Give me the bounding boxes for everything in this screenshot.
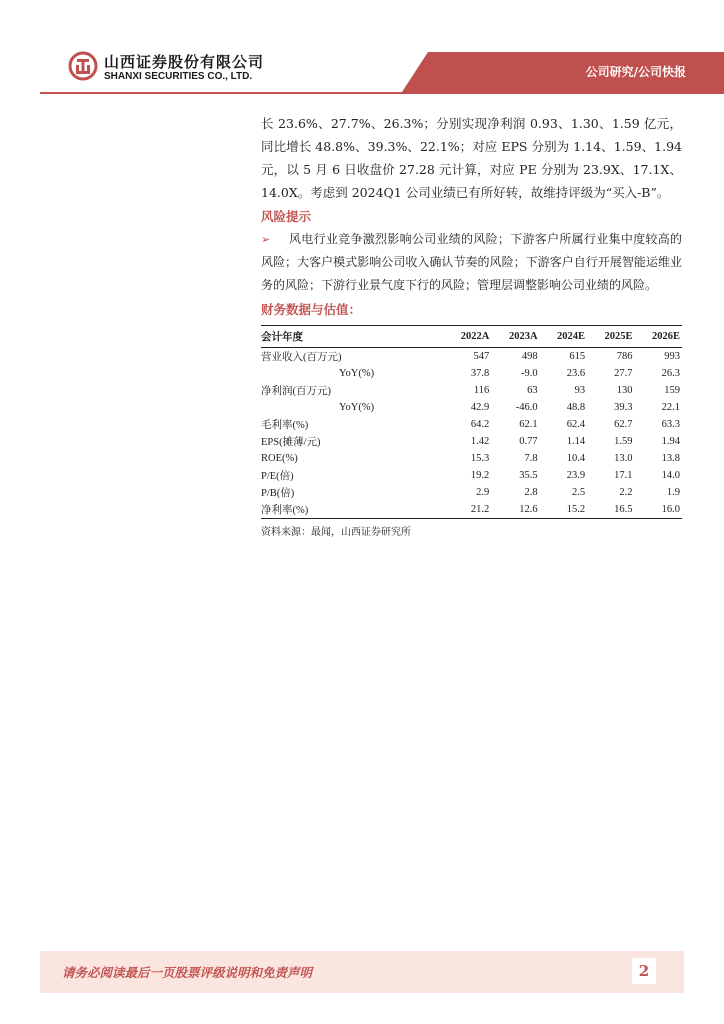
table-cell: 1.59	[614, 436, 633, 447]
bullet-arrow-icon: ➢	[261, 233, 271, 246]
table-cell: 130	[616, 385, 633, 396]
column-header: 会计年度	[261, 326, 443, 348]
table-cell: 63	[527, 385, 538, 396]
table-row	[261, 501, 682, 519]
column-header: 2022A	[443, 326, 491, 348]
table-cell: 1.42	[470, 436, 490, 447]
header-divider	[40, 92, 724, 94]
page-number: 2	[632, 958, 656, 984]
table-row	[261, 365, 682, 382]
table-cell: 64.2	[470, 419, 490, 430]
row-label: EPS(摊薄/元)	[261, 437, 321, 448]
row-label: P/E(倍)	[261, 471, 294, 482]
table-row	[261, 484, 682, 501]
table-cell: 2.2	[619, 487, 633, 498]
table-cell: 63.3	[661, 419, 680, 430]
table-cell: 62.1	[519, 419, 538, 430]
table-cell: 48.8	[566, 402, 586, 413]
finance-section-title: 财务数据与估值：	[261, 302, 362, 317]
row-label: ROE(%)	[261, 453, 298, 464]
table-row	[261, 348, 682, 366]
table-cell: 35.5	[519, 470, 538, 481]
table-cell: 547	[473, 351, 490, 362]
table-cell: 15.3	[470, 453, 490, 464]
table-row	[261, 416, 682, 433]
column-header: 2023A	[491, 326, 539, 348]
table-cell: 19.2	[470, 470, 490, 481]
table-cell: 42.9	[470, 402, 490, 413]
row-label: 毛利率(%)	[261, 420, 309, 431]
table-row	[261, 450, 682, 467]
report-type: 公司研究/公司快报	[585, 65, 686, 79]
risk-section-title: 风险提示	[261, 209, 312, 224]
column-header: 2026E	[635, 326, 683, 348]
footer-disclaimer: 请务必阅读最后一页股票评级说明和免责声明	[62, 965, 313, 980]
table-cell: 10.4	[566, 453, 586, 464]
main-content	[261, 112, 682, 538]
table-cell: 15.2	[540, 501, 587, 519]
row-label: 净利润(百万元)	[261, 386, 331, 397]
page-header	[0, 0, 724, 100]
financial-table	[261, 325, 682, 519]
column-header: 2025E	[587, 326, 634, 348]
table-cell: 0.77	[519, 436, 538, 447]
table-cell: 7.8	[524, 453, 538, 464]
table-cell: 1.94	[661, 436, 680, 447]
table-cell: 93	[574, 385, 586, 396]
table-cell: 12.6	[491, 501, 539, 519]
row-label: YoY(%)	[339, 402, 375, 413]
row-label: 净利率(%)	[261, 501, 443, 519]
table-row	[261, 433, 682, 450]
row-label: YoY(%)	[339, 368, 375, 379]
table-cell: 1.9	[666, 487, 680, 498]
table-cell: 17.1	[614, 470, 633, 481]
column-header: 2024E	[540, 326, 587, 348]
table-cell: 16.0	[635, 501, 683, 519]
table-cell: 786	[616, 351, 633, 362]
data-source: 资料来源：最闻，山西证券研究所	[261, 527, 411, 538]
table-cell: 1.14	[566, 436, 586, 447]
table-cell: 62.7	[614, 419, 633, 430]
company-name-en: SHANXI SECURITIES CO., LTD.	[104, 71, 253, 82]
risk-text: 风电行业竞争激烈影响公司业绩的风险；下游客户所属行业集中度较高的风险；大客户模式影响公司收入确认节奏的风险；下游客户自行开展智能运维业务的风险；下游行业景气度下行的风险；管理层调整影响公司业绩的风险。	[261, 232, 682, 292]
table-cell: 2.9	[476, 487, 490, 498]
table-row	[261, 399, 682, 416]
table-cell: 37.8	[470, 368, 490, 379]
table-cell: 39.3	[614, 402, 633, 413]
body-paragraph: 长 23.6%、27.7%、26.3%；分别实现净利润 0.93、1.30、1.59 亿元，同比增长 48.8%、39.3%、22.1%；对应 EPS 分别为 1.14、1.59、1.94 元，以 5 月 6 日收盘价 27.28 元计算，对应 PE 分别为 23.9X、17.1X、14.0X。考虑到 2024Q1 公司业绩已有所好转，故维持评级为“买入-B”。	[261, 116, 682, 200]
shanxi-securities-logo-icon	[68, 51, 98, 81]
table-cell: 26.3	[661, 368, 680, 379]
table-cell: 2.8	[524, 487, 538, 498]
table-cell: 116	[473, 385, 490, 396]
table-cell: 13.8	[661, 453, 680, 464]
table-cell: -9.0	[521, 368, 538, 379]
table-cell: 993	[664, 351, 680, 362]
table-cell: 16.5	[587, 501, 634, 519]
table-cell: 22.1	[661, 402, 680, 413]
company-name-cn: 山西证券股份有限公司	[104, 53, 265, 71]
table-cell: 27.7	[614, 368, 633, 379]
table-cell: 498	[521, 351, 538, 362]
table-cell: 13.0	[614, 453, 633, 464]
table-cell: 62.4	[566, 419, 586, 430]
table-cell: 615	[569, 351, 586, 362]
table-header-row	[261, 326, 682, 348]
table-cell: 23.9	[566, 470, 586, 481]
row-label: 营业收入(百万元)	[261, 352, 342, 363]
table-cell: 14.0	[661, 470, 680, 481]
table-cell: -46.0	[515, 402, 538, 413]
table-cell: 2.5	[571, 487, 586, 498]
table-row	[261, 382, 682, 399]
row-label: P/B(倍)	[261, 488, 295, 499]
risk-paragraph	[261, 228, 682, 297]
table-row	[261, 467, 682, 484]
table-cell: 23.6	[566, 368, 586, 379]
table-cell: 21.2	[443, 501, 491, 519]
table-cell: 159	[664, 385, 680, 396]
